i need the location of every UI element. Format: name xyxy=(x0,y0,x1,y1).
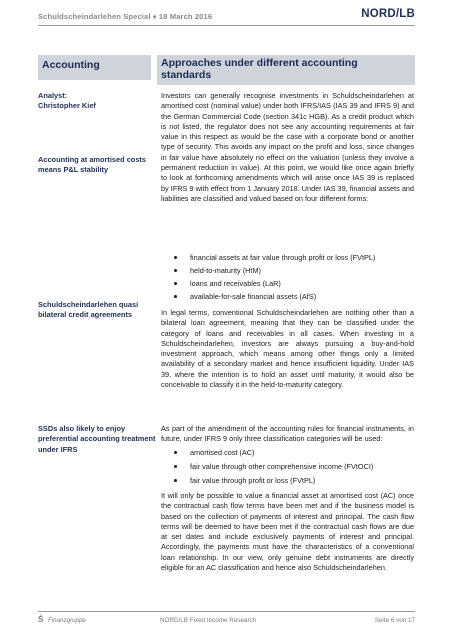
bullet-item: financial assets at fair value through profit or loss (FVtPL) xyxy=(190,253,410,263)
bullet-item: fair value through profit or loss (FVtPL) xyxy=(190,476,410,486)
bullet-item: held-to-maturity (HtM) xyxy=(190,266,410,276)
bullet-icon xyxy=(174,269,177,272)
header-rule xyxy=(38,25,415,26)
bullet-icon xyxy=(174,479,177,482)
bullet-item: loans and receivables (LaR) xyxy=(190,279,410,289)
sidebar-label-amortised: Accounting at amortised costs means P&L stability xyxy=(38,155,147,175)
bullet-item: fair value through other comprehensive income (FVtOCI) xyxy=(190,462,410,472)
section-right-title: Approaches under different accounting standards xyxy=(161,57,358,81)
header-title: Schuldscheindarlehen Special ♦ 18 March 2016 xyxy=(38,12,213,21)
footer-rule xyxy=(38,611,415,612)
bullet-item: amortised cost (AC) xyxy=(190,448,410,458)
sidebar-label-credit: Schuldscheindarlehen quasi bilateral credit agreements xyxy=(38,300,139,320)
paragraph-3: As part of the amendment of the accounting rules for financial instruments, in future, under IFRS 9 only three classification categories will be used: xyxy=(161,424,414,444)
bullet-icon xyxy=(174,282,177,285)
paragraph-1: Investors can generally recognise investments in Schuldscheindarlehen at amortised cost (nominal value) under both IFRS/IAS (IAS 39 and IFRS 9) and the German Commercial Code (section 341c HGB). As a credit product which is not listed, the regulator does not see any accounting requirements at fair value in this respect as would be the case with a corporate bond or another type of security. This avoids any impact on the profit and loss, since changes in fair value have absolutely no effect on the valuation (unless they involve a permanent reduction in value). At this point, we would like once again briefly to look at forthcoming amendments which will arise once IAS 39 is replaced by IFRS 9 with effect from 1 January 2018. Under IAS 39, financial assets and liabilities are classified and valued based on four different forms: xyxy=(161,91,414,203)
paragraph-2: In legal terms, conventional Schuldscheindarlehen are nothing other than a bilateral loan agreement, meaning that they can be classified under the category of loans and receivables in all cases. When investing in a Schuldscheindarlehen, investors are always pursuing a buy-and-hold investment approach, which means among other things only a limited availability of a secondary market and hence insufficient liquidity. Under IAS 39, where the intention is to hold an asset until maturity, it would also be conceivable to classify it in the held-to-maturity category. xyxy=(161,308,414,390)
section-left-title: Accounting xyxy=(42,59,100,71)
bullet-item: available-for-sale financial assets (AfS) xyxy=(190,292,410,302)
bullet-icon xyxy=(174,465,177,468)
footer-group-label: Finanzgruppe xyxy=(48,617,86,624)
paragraph-4: It will only be possible to value a financial asset at amortised cost (AC) once the contractual cash flow terms have been met and if the business model is based on the collection of payments of interest and principal. The cash flow terms will be deemed to have been met if the contractual cash flows are due at set dates and include exclusively payments of interest and principal. Accordingly, the payments must have the characteristics of a conventional loan relationship. In our view, only genuine debt instruments are directly eligible for an AC classification and hence also Schuldscheindarlehen. xyxy=(161,491,414,573)
footer-page-number: Seite 6 von 17 xyxy=(374,617,415,624)
nordlb-logo: NORD/LB xyxy=(361,8,415,20)
bullet-icon xyxy=(174,295,177,298)
sparkasse-icon: Ś xyxy=(38,615,44,624)
footer-center: NORD/LB Fixed Income Research xyxy=(160,617,257,624)
bullet-icon xyxy=(174,451,177,454)
analyst-name: Christopher Kief xyxy=(38,101,96,110)
sidebar-label-ssds: SSDs also likely to enjoy preferential accounting treatment under IFRS xyxy=(38,424,156,454)
bullet-icon xyxy=(174,256,177,259)
analyst-label: Analyst: xyxy=(38,91,68,100)
